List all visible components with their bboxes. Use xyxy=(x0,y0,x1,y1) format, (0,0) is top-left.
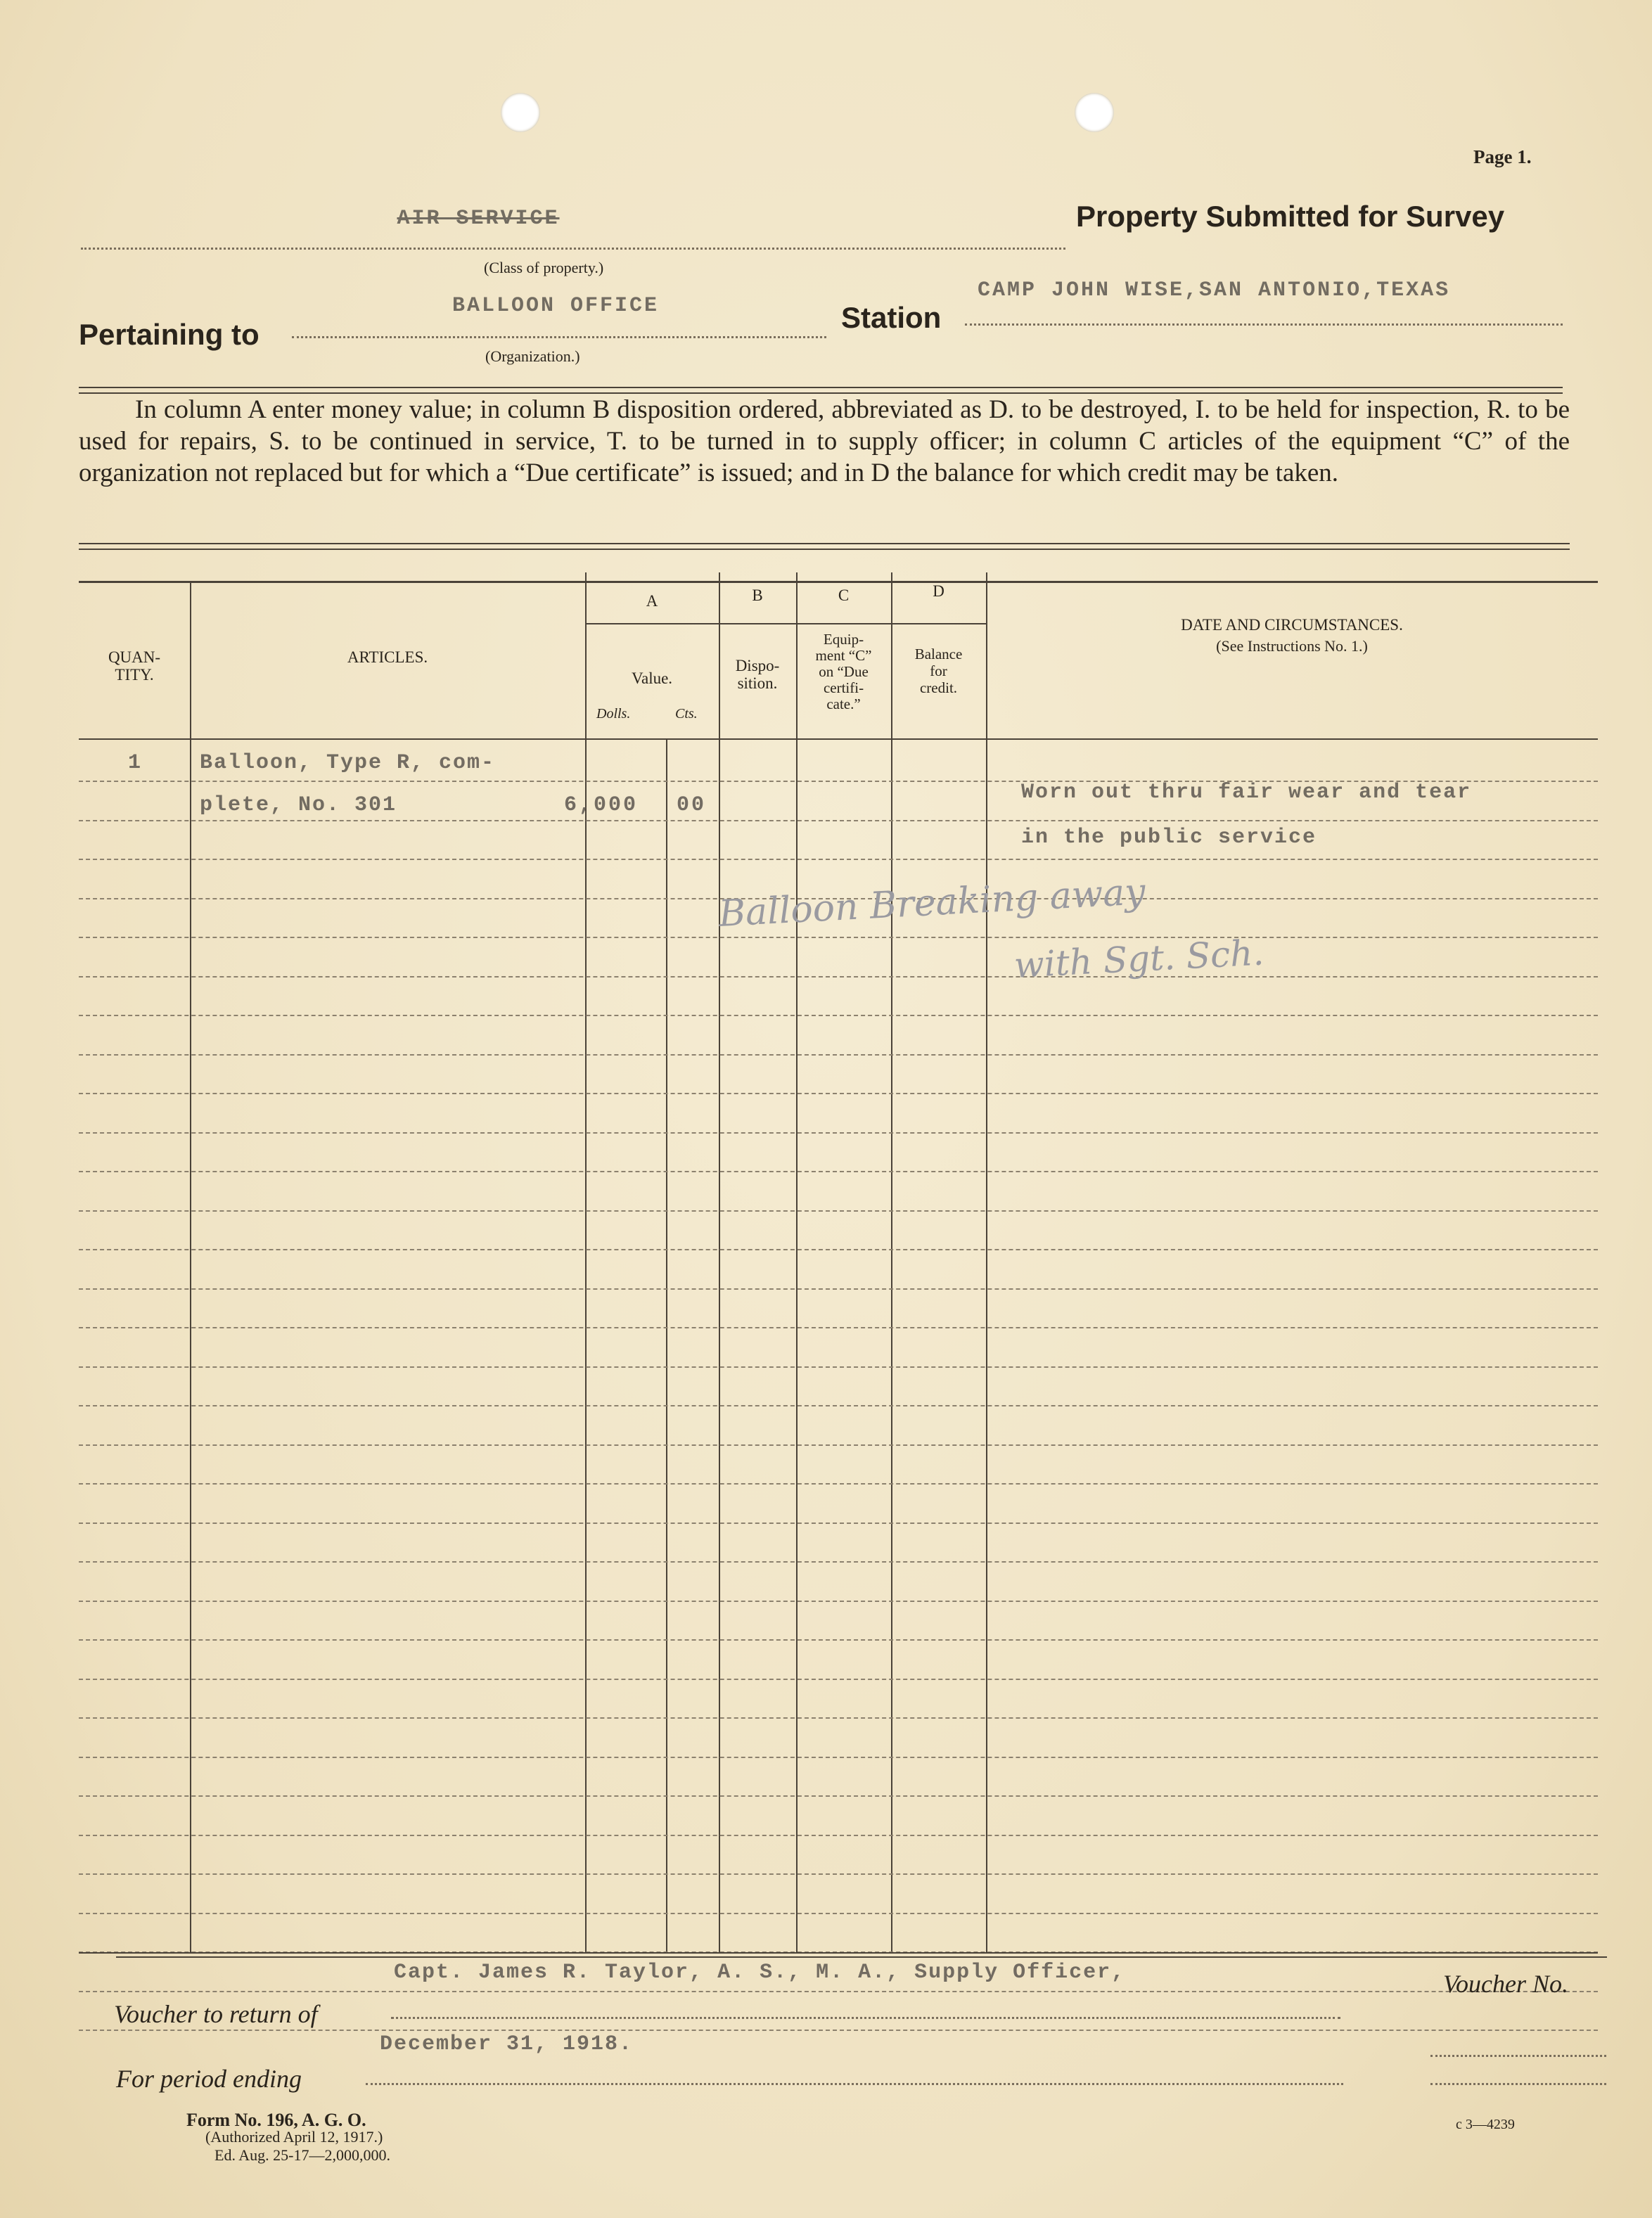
table-row-line xyxy=(79,1561,1598,1563)
form-title: Property Submitted for Survey xyxy=(1076,200,1505,233)
table-bottom-rule xyxy=(79,1952,1598,1954)
table-row-line xyxy=(79,1405,1598,1406)
header-disposition: Dispo- sition. xyxy=(735,657,780,692)
punch-hole-left xyxy=(501,93,540,132)
class-of-property-dotted-line xyxy=(81,248,1065,250)
header-value: Value. xyxy=(631,669,673,687)
table-row-line xyxy=(79,1483,1598,1485)
form-edition: Ed. Aug. 25-17—2,000,000. xyxy=(214,2146,390,2164)
table-row-line xyxy=(79,1601,1598,1602)
header-articles: ARTICLES. xyxy=(347,648,428,666)
col-letter-b: B xyxy=(752,586,763,604)
table-row-line xyxy=(79,1991,1598,1992)
header-date-circumstances-sub: (See Instructions No. 1.) xyxy=(1216,637,1368,655)
pertaining-to-caption: (Organization.) xyxy=(485,347,580,365)
table-row-line xyxy=(79,1444,1598,1446)
voucher-to-return-of-dotted-line xyxy=(391,2017,1340,2019)
table-row-line xyxy=(79,1717,1598,1719)
rule-mid-1 xyxy=(79,543,1570,544)
col-letter-c: C xyxy=(838,586,850,604)
handwritten-note-line2: with Sgt. Sch. xyxy=(1013,932,1265,986)
table-row-line xyxy=(79,1873,1598,1875)
survey-table xyxy=(79,572,1598,1955)
table-row-line xyxy=(79,1795,1598,1797)
punch-hole-right xyxy=(1075,93,1114,132)
rule-top-1 xyxy=(79,387,1563,388)
period-ending-label: For period ending xyxy=(116,2065,302,2093)
entry-circumstances-line2: in the public service xyxy=(1021,826,1317,850)
form-authorized: (Authorized April 12, 1917.) xyxy=(205,2128,383,2146)
class-of-property-field xyxy=(190,204,767,239)
table-row-line xyxy=(79,1132,1598,1134)
entry-article-line1: Balloon, Type R, com- xyxy=(200,751,496,775)
voucher-no-dotted-line-2 xyxy=(1430,2083,1606,2085)
footer-rule xyxy=(116,1956,1607,1958)
entry-value-cents: 00 xyxy=(677,793,707,817)
table-row-line xyxy=(79,1679,1598,1680)
station-label: Station xyxy=(841,301,942,334)
col-letter-d: D xyxy=(933,582,945,600)
entry-value-dollars: 6,000 xyxy=(564,793,639,817)
table-row-line xyxy=(79,1210,1598,1212)
header-dolls: Dolls. xyxy=(596,706,631,722)
station-dotted-line xyxy=(965,323,1563,326)
table-row-line xyxy=(79,1249,1598,1250)
header-cts: Cts. xyxy=(675,706,698,722)
voucher-no-label: Voucher No. xyxy=(1443,1970,1568,1998)
voucher-to-return-of-label: Voucher to return of xyxy=(114,2000,318,2028)
table-row-line xyxy=(79,859,1598,860)
table-top-rule xyxy=(79,581,1598,583)
table-row-line xyxy=(79,1523,1598,1524)
entry-article-line2: plete, No. 301 xyxy=(200,793,397,817)
table-row-line xyxy=(79,1639,1598,1641)
period-ending-dotted-line xyxy=(366,2083,1343,2085)
class-of-property-value: AIR SERVICE xyxy=(397,207,560,231)
header-balance: Balance for credit. xyxy=(914,646,963,696)
entry-quantity: 1 xyxy=(128,751,143,775)
header-date-circumstances: DATE AND CIRCUMSTANCES. xyxy=(1181,616,1403,634)
table-row-line xyxy=(79,2030,1598,2031)
voucher-no-dotted-line-1 xyxy=(1430,2055,1606,2057)
col-line-c xyxy=(891,572,892,1952)
page-label: Page 1. xyxy=(1473,146,1532,167)
header-equipment-c: Equip- ment “C” on “Due certifi- cate.” xyxy=(815,631,872,712)
table-row-line xyxy=(79,976,1598,977)
period-ending-value: December 31, 1918. xyxy=(380,2032,634,2056)
col-line-b xyxy=(796,572,798,1952)
header-quantity: QUAN- TITY. xyxy=(108,648,161,684)
table-row-line xyxy=(79,1366,1598,1368)
table-row-line xyxy=(79,820,1598,821)
rule-mid-2 xyxy=(79,549,1570,550)
col-letter-a: A xyxy=(646,592,658,610)
instructions-paragraph: In column A enter money value; in column B disposition ordered, abbreviated as D. to be destroyed, I. to be held for inspection, R. to be used for repairs, S. to be continued in service, T. to be turned in to supply officer; in column C articles of the equipment “C” of the organization not replaced but for which a “Due certificate” is issued; and in D the balance for which credit may be taken. xyxy=(79,395,1570,487)
table-row-line xyxy=(79,1835,1598,1836)
station-value: CAMP JOHN WISE,SAN ANTONIO,TEXAS xyxy=(978,278,1451,302)
header-bottom-line xyxy=(79,738,1598,740)
table-row-line xyxy=(79,1093,1598,1094)
table-row-line xyxy=(79,1327,1598,1328)
table-row-line xyxy=(79,937,1598,938)
col-line-value-split xyxy=(666,738,667,1952)
voucher-to-return-of-value: Capt. James R. Taylor, A. S., M. A., Supply Officer, xyxy=(394,1961,1126,1985)
pertaining-to-label: Pertaining to xyxy=(79,318,260,351)
form-number: Form No. 196, A. G. O. xyxy=(186,2110,366,2130)
pertaining-to-dotted-line xyxy=(292,336,826,338)
col-line-quantity xyxy=(190,581,191,1952)
pertaining-to-value: BALLOON OFFICE xyxy=(452,294,660,318)
table-row-line xyxy=(79,1757,1598,1758)
letter-row-line xyxy=(585,623,986,624)
col-line-d xyxy=(986,572,987,1952)
handwritten-note-line1: Balloon Breaking away xyxy=(717,871,1147,935)
table-row-line xyxy=(79,1015,1598,1016)
table-row-line xyxy=(79,1171,1598,1172)
entry-circumstances-line1: Worn out thru fair wear and tear xyxy=(1021,781,1472,804)
table-row-line xyxy=(79,1054,1598,1056)
print-code: c 3—4239 xyxy=(1456,2117,1515,2132)
table-row-line xyxy=(79,1288,1598,1290)
table-row-line xyxy=(79,1913,1598,1914)
class-of-property-caption: (Class of property.) xyxy=(484,259,604,276)
col-line-articles xyxy=(585,572,587,1952)
col-line-a xyxy=(719,572,720,1952)
